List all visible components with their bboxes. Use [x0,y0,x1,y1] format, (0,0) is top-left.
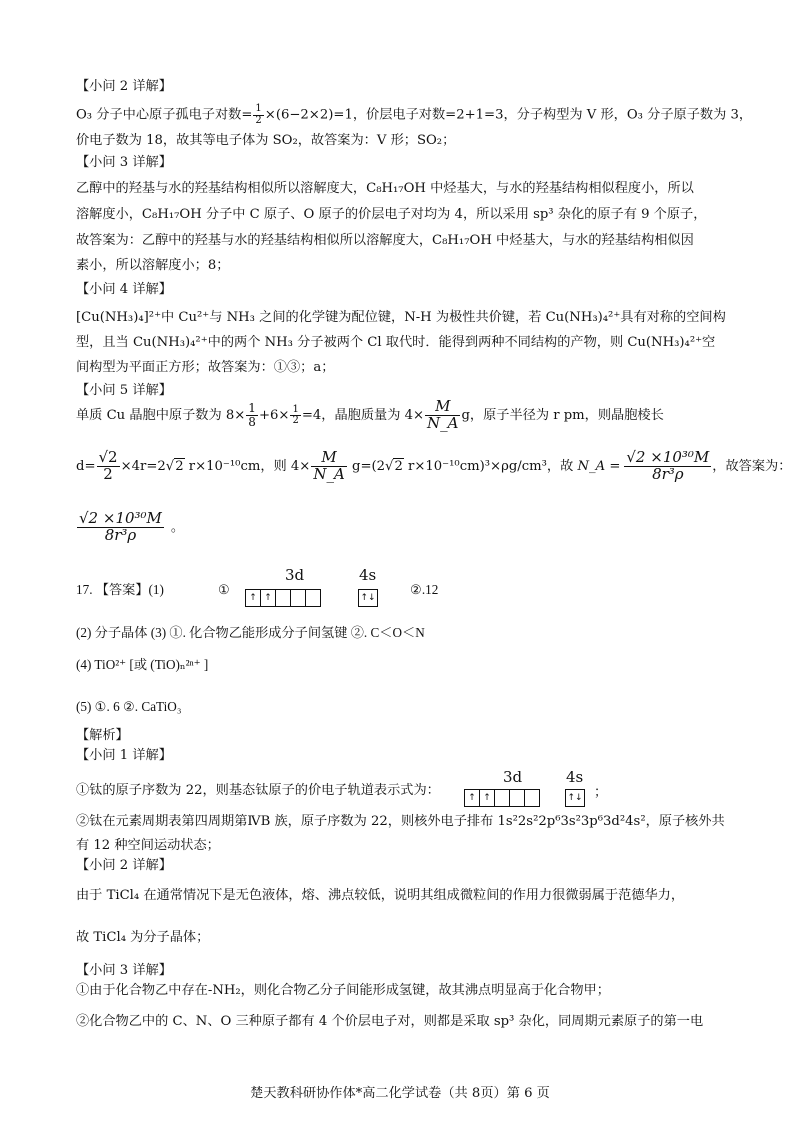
orbital-cell [495,790,510,806]
answer-marker: ① [218,582,230,597]
answer-part: ②.12 [410,582,439,597]
sqrt: √2 [165,459,184,474]
orbital-cell: ↑ [261,590,276,606]
orbital-box-3d [464,789,540,807]
orbital-box-3d [245,589,321,607]
text-line: [Cu(NH₃)₄]²⁺中 Cu²⁺与 NH₃ 之间的化学键为配位键，N-H 为极性共价键，若 Cu(NH₃)₄²⁺具有对称的空间构 [76,310,726,325]
text-line: 由于 TiCl₄ 在通常情况下是无色液体，熔、沸点较低，说明其组成微粒间的作用力很微弱属于范德华力， [76,888,685,903]
orbital-cell [276,590,291,606]
text-line: ①钛的原子序数为 22，则基态钛原子的价电子轨道表示式为： [76,783,440,798]
text-line: 价电子数为 18，故其等电子体为 SO₂，故答案为：V 形；SO₂； [76,133,456,148]
answer-line: (5) ①. 6 ②. CaTiO₃ [76,699,182,714]
text-line: O₃ 分子中心原子孤电子对数= $\frac{1}{2}$ ×(6−2×2)=1，价层电子对数=2+1=3，分子构型为 V 形，O₃ 分子原子数为 3， [76,103,753,126]
orbital-cell: ↑ [246,590,261,606]
section-header: 【小问 2 详解】 [76,79,172,94]
text-line: ②化合物乙中的 C、N、O 三种原子都有 4 个价层电子对，则都是采取 sp³ 杂化，同周期元素原子的第一电 [76,1014,704,1029]
text-line: 故 TiCl₄ 为分子晶体； [76,930,210,945]
text-line: 故答案为：乙醇中的羟基与水的羟基结构相似所以溶解度大，C₈H₁₇OH 中烃基大，与水的羟基结构相似因 [76,233,694,248]
orbital-label-3d: 3d [503,768,523,786]
orbital-cell: ↑↓ [360,593,376,603]
sqrt: √2 [385,459,403,474]
text-line: d= $\frac{√2}{2}$ ×4r=2√2 r×10⁻¹⁰cm，则 4× $\frac{M}{N\_A}$ g=(2√2 r×10⁻¹⁰cm)³×ρg/cm³，故 N_A = $\frac{\text{√2 ×10³⁰M}}{\text{8r³ρ}}$ ，故答案为： [76,442,736,492]
section-header: 【解析】 [76,728,129,743]
punctuation: ； [594,785,608,800]
text-line: ②钛在元素周期表第四周期第ⅣB 族，原子序数为 22，则核外电子排布 1s²2s²2p⁶3s²3p⁶3d²4s²，原子核外共 [76,814,725,829]
fraction: $\frac{1}{8}$ [248,401,256,429]
text-line: 素小，所以溶解度小；8； [76,258,230,273]
orbital-cell [291,590,306,606]
fraction: $\frac{M}{N\_A}$ [313,448,345,483]
orbital-cell: ↑ [465,790,480,806]
orbital-box-4s [358,589,378,607]
fraction: $\frac{\text{√2 ×10³⁰M}}{\text{8r³ρ}}$ [626,448,710,483]
answer-line: (4) TiO²⁺ [或 (TiO)ₙ²ⁿ⁺ ] [76,657,209,672]
orbital-label-4s: 4s [359,566,377,584]
section-header: 【小问 3 详解】 [76,963,172,978]
fraction: $\frac{1}{2}$ [255,103,262,126]
section-header: 【小问 3 详解】 [76,155,172,170]
orbital-box-4s [565,789,585,807]
text-line: ①由于化合物乙中存在-NH₂，则化合物乙分子间能形成氢键，故其沸点明显高于化合物甲； [76,983,610,998]
fraction: $\frac{√2}{2}$ [98,448,118,483]
section-header: 【小问 5 详解】 [76,383,172,398]
text-line: 型，且当 Cu(NH₃)₄²⁺中的两个 NH₃ 分子被两个 Cl 取代时．能得到两种不同结构的产物，则 Cu(NH₃)₄²⁺空 [76,335,716,350]
section-header: 【小问 2 详解】 [76,858,172,873]
answer-line: 17. 【答案】(1) [76,582,164,597]
orbital-cell [525,790,539,806]
section-header: 【小问 4 详解】 [76,282,172,297]
orbital-label-4s: 4s [566,768,584,786]
text-line: 单质 Cu 晶胞中原子数为 8× $\frac{1}{8}$ +6× $\frac{1}{2}$ =4，晶胞质量为 4× $\frac{M}{N\_A}$ g，原子半径为 r pm，则晶胞棱长 [76,397,664,432]
section-header: 【小问 1 详解】 [76,748,172,763]
fraction: $\frac{M}{N\_A}$ [427,397,459,432]
orbital-cell: ↑ [480,790,495,806]
text-line: 乙醇中的羟基与水的羟基结构相似所以溶解度大，C₈H₁₇OH 中烃基大，与水的羟基结构相似程度小，所以 [76,181,694,196]
orbital-cell [306,590,320,606]
answer-line: (2) 分子晶体 (3) ①. 化合物乙能形成分子间氢键 ②. C＜O＜N [76,625,425,640]
text-line: $\frac{\text{√2 ×10³⁰M}}{\text{8r³ρ}}$ 。 [79,509,185,544]
fraction: $\frac{\text{√2 ×10³⁰M}}{\text{8r³ρ}}$ [79,509,162,544]
text-line: 有 12 种空间运动状态； [76,838,220,853]
fraction: $\frac{1}{2}$ [292,403,299,426]
text-line: 溶解度小，C₈H₁₇OH 分子中 C 原子、O 原子的价层电子对均为 4，所以采用 sp³ 杂化的原子有 9 个原子， [76,207,707,222]
orbital-label-3d: 3d [285,566,305,584]
text-line: 间构型为平面正方形；故答案为：①③；a； [76,360,335,375]
orbital-cell: ↑↓ [567,793,583,803]
page-footer: 楚天教科研协作体*高二化学试卷（共 8页）第 6 页 [250,1086,550,1101]
orbital-cell [510,790,525,806]
